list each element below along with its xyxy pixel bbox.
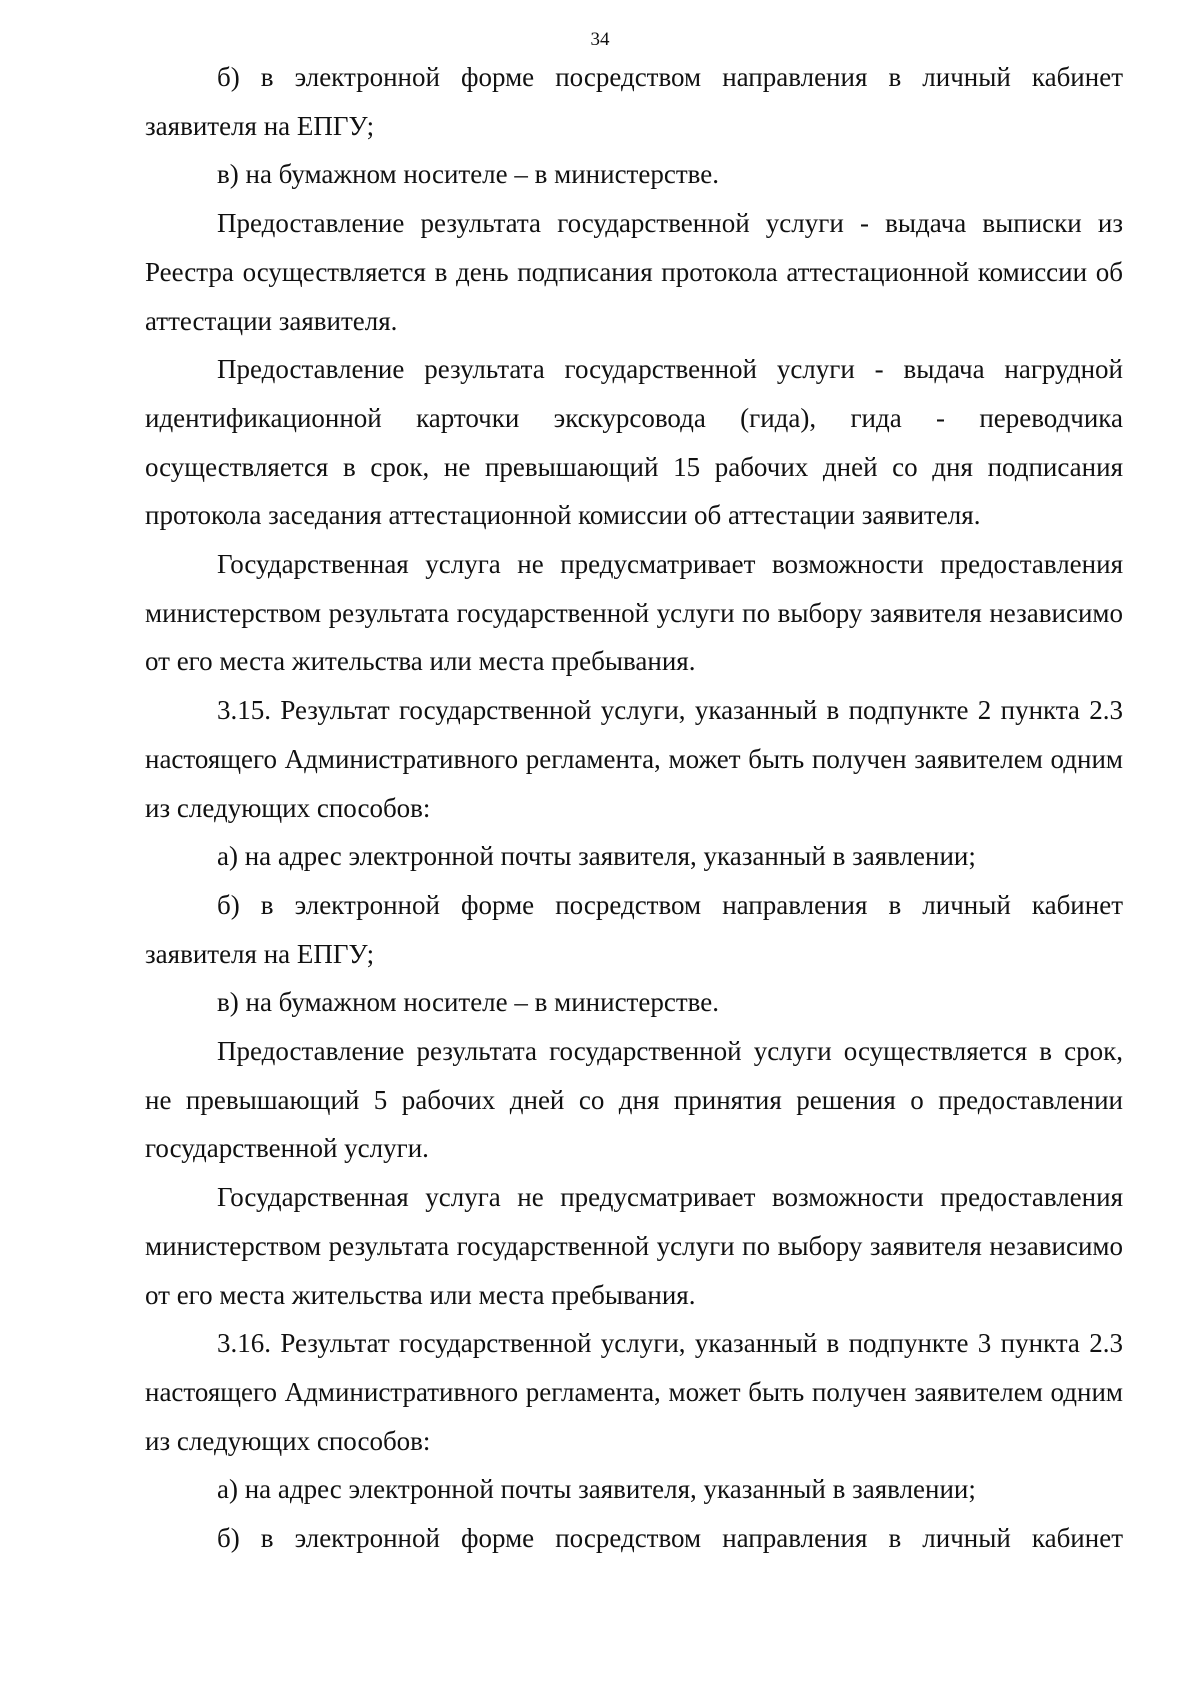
paragraph-id-card: Предоставление результата государственной услуги - выдача нагрудной идентификационной карточки экскурсовода (гида), гида - переводчика осуществляется в срок, не превышающий 15 рабочих дней со дня подписания протокола заседания аттестационной комиссии об аттестации заявителя.: [145, 354, 1123, 531]
paragraph-delivery-epgu: б) в электронной форме посредством направления в личный кабинет: [217, 1523, 1123, 1554]
paragraph-delivery-epgu: б) в электронной форме посредством направления в личный кабинет заявителя на ЕПГУ;: [145, 62, 1123, 141]
paragraph-section-3-16: 3.16. Результат государственной услуги, указанный в подпункте 3 пункта 2.3 настоящего Административного регламента, может быть получен заявителем одним из следующих способов:: [145, 1328, 1123, 1456]
paragraph-delivery-paper: в) на бумажном носителе – в министерстве.: [217, 159, 719, 190]
paragraph-delivery-email: а) на адрес электронной почты заявителя, указанный в заявлении;: [217, 841, 976, 872]
page-number: 34: [590, 29, 610, 50]
paragraph-registry-extract: Предоставление результата государственной услуги - выдача выписки из Реестра осуществляется в день подписания протокола аттестационной комиссии об аттестации заявителя.: [145, 208, 1123, 336]
paragraph-delivery-epgu: б) в электронной форме посредством направления в личный кабинет заявителя на ЕПГУ;: [145, 889, 1123, 969]
paragraph-delivery-email: а) на адрес электронной почты заявителя, указанный в заявлении;: [217, 1474, 976, 1505]
paragraph-section-3-15: 3.15. Результат государственной услуги, указанный в подпункте 2 пункта 2.3 настоящего Административного регламента, может быть получен заявителем одним из следующих способов:: [145, 695, 1123, 823]
paragraph-no-choice: Государственная услуга не предусматривает возможности предоставления министерством результата государственной услуги по выбору заявителя независимо от его места жительства или места пребывания.: [145, 1182, 1123, 1310]
paragraph-delivery-paper: в) на бумажном носителе – в министерстве.: [217, 987, 719, 1018]
document-body: [145, 53, 1123, 1563]
paragraph-no-choice: Государственная услуга не предусматривает возможности предоставления министерством результата государственной услуги по выбору заявителя независимо от его места жительства или места пребывания.: [145, 549, 1123, 677]
paragraph-deadline: Предоставление результата государственной услуги осуществляется в срок, не превышающий 5 рабочих дней со дня принятия решения о предоставлении государственной услуги.: [145, 1036, 1123, 1164]
